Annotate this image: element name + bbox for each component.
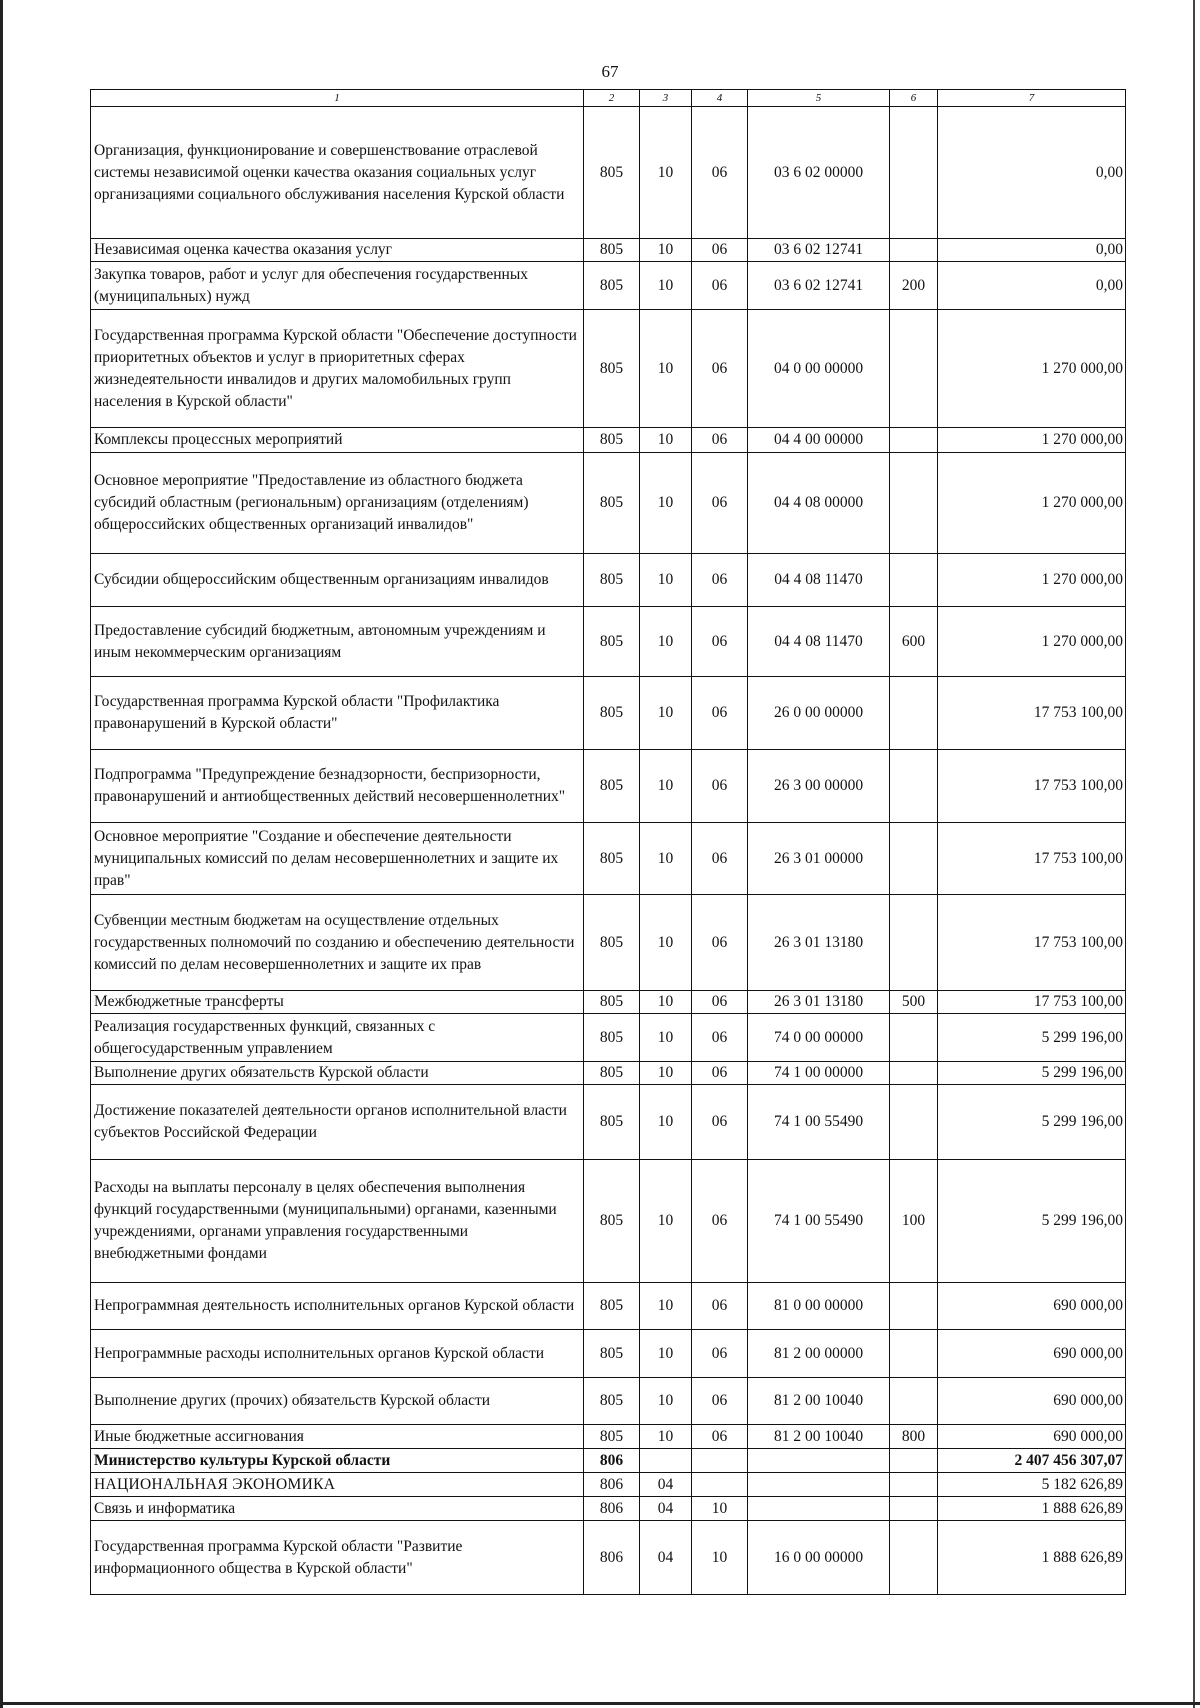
row-code-4: 06 (692, 1160, 748, 1283)
row-code-6 (890, 1014, 938, 1062)
row-code-5: 26 3 01 00000 (748, 823, 890, 895)
row-name: Расходы на выплаты персоналу в целях обеспечения выполнения функций государственными (муниципальными) органами, казенными учреждениями, органами управления государственными внебюджетными фондами (91, 1160, 584, 1283)
row-name: Субсидии общероссийским общественным организациям инвалидов (91, 554, 584, 607)
table-row (91, 991, 1126, 1014)
table-row-section (91, 1473, 1126, 1497)
row-code-3: 10 (640, 677, 692, 750)
row-code-3: 10 (640, 554, 692, 607)
row-code-2: 805 (584, 1425, 640, 1449)
row-code-5: 26 3 01 13180 (748, 991, 890, 1014)
row-name: Государственная программа Курской области "Развитие информационного общества в Курской области" (91, 1521, 584, 1595)
row-code-2: 805 (584, 895, 640, 991)
row-code-4: 06 (692, 1085, 748, 1160)
row-amount: 2 407 456 307,07 (938, 1449, 1126, 1473)
row-code-6 (890, 1378, 938, 1425)
row-code-2: 806 (584, 1449, 640, 1473)
row-code-2: 805 (584, 1378, 640, 1425)
row-code-2: 805 (584, 1085, 640, 1160)
row-code-2: 805 (584, 677, 640, 750)
row-amount: 690 000,00 (938, 1425, 1126, 1449)
row-amount: 17 753 100,00 (938, 677, 1126, 750)
row-code-2: 805 (584, 823, 640, 895)
table-row (91, 1425, 1126, 1449)
row-code-6 (890, 1497, 938, 1521)
row-code-3: 04 (640, 1473, 692, 1497)
row-code-5 (748, 1449, 890, 1473)
row-code-2: 805 (584, 1014, 640, 1062)
row-code-3: 10 (640, 453, 692, 554)
table-row (91, 310, 1126, 428)
table-row (91, 1330, 1126, 1378)
row-code-5: 26 3 00 00000 (748, 750, 890, 823)
table-row-ministry (91, 1449, 1126, 1473)
row-name: Предоставление субсидий бюджетным, автономным учреждениям и иным некоммерческим организациям (91, 607, 584, 677)
table-row (91, 677, 1126, 750)
row-code-4: 06 (692, 428, 748, 453)
row-code-6 (890, 1062, 938, 1085)
row-code-5 (748, 1497, 890, 1521)
row-amount: 1 888 626,89 (938, 1497, 1126, 1521)
row-code-4: 10 (692, 1497, 748, 1521)
page-number: 67 (601, 62, 619, 81)
row-code-6 (890, 750, 938, 823)
row-code-5: 81 2 00 00000 (748, 1330, 890, 1378)
row-code-4: 10 (692, 1521, 748, 1595)
row-name: Реализация государственных функций, связанных с общегосударственным управлением (91, 1014, 584, 1062)
row-name: Выполнение других обязательств Курской области (91, 1062, 584, 1085)
table-row (91, 823, 1126, 895)
row-code-5: 03 6 02 12741 (748, 239, 890, 262)
row-code-2: 806 (584, 1497, 640, 1521)
row-code-6 (890, 823, 938, 895)
row-amount: 1 270 000,00 (938, 310, 1126, 428)
row-code-5: 74 1 00 55490 (748, 1085, 890, 1160)
table-row (91, 262, 1126, 310)
budget-table (90, 89, 1126, 1595)
row-code-5: 81 2 00 10040 (748, 1378, 890, 1425)
row-code-5 (748, 1473, 890, 1497)
row-name: Независимая оценка качества оказания услуг (91, 239, 584, 262)
row-code-5: 81 2 00 10040 (748, 1425, 890, 1449)
row-code-4: 06 (692, 1014, 748, 1062)
row-code-5: 26 3 01 13180 (748, 895, 890, 991)
row-amount: 17 753 100,00 (938, 895, 1126, 991)
table-row (91, 453, 1126, 554)
table-row (91, 554, 1126, 607)
table-row (91, 895, 1126, 991)
row-name: Закупка товаров, работ и услуг для обеспечения государственных (муниципальных) нужд (91, 262, 584, 310)
row-code-6 (890, 1521, 938, 1595)
row-name: Непрограммные расходы исполнительных органов Курской области (91, 1330, 584, 1378)
row-code-5: 04 4 08 11470 (748, 554, 890, 607)
row-name: Межбюджетные трансферты (91, 991, 584, 1014)
row-amount: 690 000,00 (938, 1378, 1126, 1425)
row-amount: 1 270 000,00 (938, 453, 1126, 554)
table-row (91, 750, 1126, 823)
table-row (91, 1014, 1126, 1062)
table-row (91, 428, 1126, 453)
header-cell-2: 2 (584, 90, 640, 107)
row-code-4: 06 (692, 554, 748, 607)
row-code-2: 805 (584, 239, 640, 262)
row-code-3: 10 (640, 239, 692, 262)
header-cell-3: 3 (640, 90, 692, 107)
table-header-row (91, 90, 1126, 107)
row-code-6 (890, 895, 938, 991)
row-code-3: 10 (640, 991, 692, 1014)
row-amount: 1 888 626,89 (938, 1521, 1126, 1595)
row-code-3: 10 (640, 428, 692, 453)
row-code-6 (890, 677, 938, 750)
table-row (91, 107, 1126, 239)
row-code-3: 10 (640, 750, 692, 823)
row-code-3: 04 (640, 1497, 692, 1521)
header-cell-5: 5 (748, 90, 890, 107)
row-code-4: 06 (692, 750, 748, 823)
row-code-3: 10 (640, 823, 692, 895)
row-amount: 690 000,00 (938, 1283, 1126, 1330)
row-code-2: 806 (584, 1521, 640, 1595)
row-code-2: 805 (584, 554, 640, 607)
row-code-6 (890, 453, 938, 554)
row-code-5: 04 4 00 00000 (748, 428, 890, 453)
header-cell-1: 1 (91, 90, 584, 107)
row-code-5: 74 0 00 00000 (748, 1014, 890, 1062)
row-code-6 (890, 1330, 938, 1378)
row-code-4: 06 (692, 677, 748, 750)
table-row (91, 1283, 1126, 1330)
row-code-4: 06 (692, 107, 748, 239)
header-cell-7: 7 (938, 90, 1126, 107)
table-row (91, 1160, 1126, 1283)
row-amount: 5 182 626,89 (938, 1473, 1126, 1497)
row-code-2: 805 (584, 262, 640, 310)
row-amount: 1 270 000,00 (938, 607, 1126, 677)
row-code-4: 06 (692, 262, 748, 310)
table-row (91, 1521, 1126, 1595)
row-code-4 (692, 1449, 748, 1473)
row-code-5: 03 6 02 12741 (748, 262, 890, 310)
row-code-5: 74 1 00 00000 (748, 1062, 890, 1085)
table-row (91, 239, 1126, 262)
row-code-2: 805 (584, 991, 640, 1014)
row-name: Достижение показателей деятельности органов исполнительной власти субъектов Российской Федерации (91, 1085, 584, 1160)
row-code-4: 06 (692, 1425, 748, 1449)
row-code-3: 10 (640, 310, 692, 428)
row-code-2: 805 (584, 607, 640, 677)
row-name: Выполнение других (прочих) обязательств Курской области (91, 1378, 584, 1425)
row-code-6 (890, 1449, 938, 1473)
row-code-6 (890, 107, 938, 239)
row-code-2: 805 (584, 428, 640, 453)
row-code-6: 500 (890, 991, 938, 1014)
scan-edge-left (0, 0, 3, 1708)
row-code-6: 600 (890, 607, 938, 677)
row-code-4 (692, 1473, 748, 1497)
row-code-2: 805 (584, 1283, 640, 1330)
scan-edge-right (1193, 0, 1195, 1708)
table-row (91, 1497, 1126, 1521)
row-code-4: 06 (692, 823, 748, 895)
row-amount: 5 299 196,00 (938, 1160, 1126, 1283)
row-name: Связь и информатика (91, 1497, 584, 1521)
row-amount: 690 000,00 (938, 1330, 1126, 1378)
row-code-4: 06 (692, 607, 748, 677)
row-code-4: 06 (692, 895, 748, 991)
row-code-5: 03 6 02 00000 (748, 107, 890, 239)
row-name: Основное мероприятие "Создание и обеспечение деятельности муниципальных комиссий по делам несовершеннолетних и защите их прав" (91, 823, 584, 895)
table-row (91, 1062, 1126, 1085)
row-code-6 (890, 428, 938, 453)
row-amount: 0,00 (938, 239, 1126, 262)
row-amount: 17 753 100,00 (938, 991, 1126, 1014)
table-row (91, 1085, 1126, 1160)
header-cell-6: 6 (890, 90, 938, 107)
row-code-2: 805 (584, 1062, 640, 1085)
table-row (91, 607, 1126, 677)
row-code-6: 100 (890, 1160, 938, 1283)
row-code-4: 06 (692, 1378, 748, 1425)
row-code-4: 06 (692, 310, 748, 428)
row-code-3: 10 (640, 262, 692, 310)
row-code-3: 10 (640, 607, 692, 677)
row-code-2: 805 (584, 750, 640, 823)
row-code-6 (890, 554, 938, 607)
row-code-3: 10 (640, 1378, 692, 1425)
row-code-5: 26 0 00 00000 (748, 677, 890, 750)
row-code-6: 800 (890, 1425, 938, 1449)
row-code-4: 06 (692, 991, 748, 1014)
row-code-6 (890, 1283, 938, 1330)
row-code-5: 74 1 00 55490 (748, 1160, 890, 1283)
row-code-2: 805 (584, 1330, 640, 1378)
row-code-6 (890, 1085, 938, 1160)
row-amount: 1 270 000,00 (938, 554, 1126, 607)
row-amount: 0,00 (938, 107, 1126, 239)
row-code-3: 10 (640, 1160, 692, 1283)
row-code-6: 200 (890, 262, 938, 310)
row-code-2: 805 (584, 107, 640, 239)
row-amount: 17 753 100,00 (938, 750, 1126, 823)
row-code-4: 06 (692, 239, 748, 262)
scan-edge-bottom (0, 1702, 1200, 1705)
row-code-3: 10 (640, 1014, 692, 1062)
row-code-6 (890, 1473, 938, 1497)
row-code-3: 10 (640, 1425, 692, 1449)
row-code-4: 06 (692, 1062, 748, 1085)
row-code-5: 16 0 00 00000 (748, 1521, 890, 1595)
row-name: Непрограммная деятельность исполнительных органов Курской области (91, 1283, 584, 1330)
row-code-3: 10 (640, 1085, 692, 1160)
row-name: Основное мероприятие "Предоставление из областного бюджета субсидий областным (региональным) организациям (отделениям) общероссийских общественных организаций инвалидов" (91, 453, 584, 554)
row-name: Министерство культуры Курской области (91, 1449, 584, 1473)
row-code-3: 10 (640, 1283, 692, 1330)
row-code-5: 04 4 08 00000 (748, 453, 890, 554)
row-code-3: 10 (640, 107, 692, 239)
row-code-2: 805 (584, 453, 640, 554)
row-code-4: 06 (692, 1283, 748, 1330)
row-code-5: 04 0 00 00000 (748, 310, 890, 428)
row-amount: 17 753 100,00 (938, 823, 1126, 895)
row-code-3: 10 (640, 1062, 692, 1085)
row-name: Государственная программа Курской области "Профилактика правонарушений в Курской области" (91, 677, 584, 750)
row-code-3: 10 (640, 1330, 692, 1378)
row-name: НАЦИОНАЛЬНАЯ ЭКОНОМИКА (91, 1473, 584, 1497)
row-code-3: 04 (640, 1521, 692, 1595)
row-code-6 (890, 310, 938, 428)
row-name: Комплексы процессных мероприятий (91, 428, 584, 453)
row-amount: 1 270 000,00 (938, 428, 1126, 453)
row-name: Организация, функционирование и совершенствование отраслевой системы независимой оценки качества оказания социальных услуг организациями социального обслуживания населения Курской области (91, 107, 584, 239)
row-code-5: 04 4 08 11470 (748, 607, 890, 677)
row-code-3: 10 (640, 895, 692, 991)
row-amount: 0,00 (938, 262, 1126, 310)
row-code-2: 805 (584, 1160, 640, 1283)
table-row (91, 1378, 1126, 1425)
row-amount: 5 299 196,00 (938, 1062, 1126, 1085)
row-name: Иные бюджетные ассигнования (91, 1425, 584, 1449)
row-code-2: 805 (584, 310, 640, 428)
header-cell-4: 4 (692, 90, 748, 107)
row-code-4: 06 (692, 1330, 748, 1378)
row-amount: 5 299 196,00 (938, 1085, 1126, 1160)
row-code-3 (640, 1449, 692, 1473)
row-amount: 5 299 196,00 (938, 1014, 1126, 1062)
row-code-5: 81 0 00 00000 (748, 1283, 890, 1330)
row-name: Субвенции местным бюджетам на осуществление отдельных государственных полномочий по созданию и обеспечению деятельности комиссий по делам несовершеннолетних и защите их прав (91, 895, 584, 991)
row-name: Подпрограмма "Предупреждение безнадзорности, беспризорности, правонарушений и антиобщественных действий несовершеннолетних" (91, 750, 584, 823)
row-code-2: 806 (584, 1473, 640, 1497)
row-code-6 (890, 239, 938, 262)
row-code-4: 06 (692, 453, 748, 554)
row-name: Государственная программа Курской области "Обеспечение доступности приоритетных объектов и услуг в приоритетных сферах жизнедеятельности инвалидов и других маломобильных групп населения в Курской области" (91, 310, 584, 428)
